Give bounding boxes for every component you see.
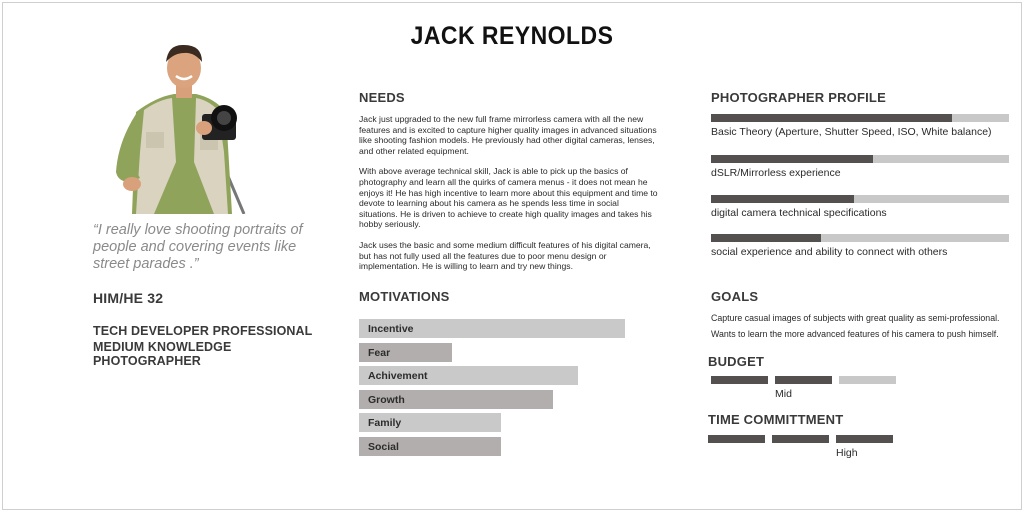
- needs-paragraph-3: Jack uses the basic and some medium difficult features of his digital camera, but has not fully used all the features due to poor menu design or implementation. He is willing to learn and try new things.: [359, 239, 651, 272]
- motivation-label: Family: [368, 417, 402, 429]
- profile-label: social experience and ability to connect with others: [711, 246, 948, 258]
- motivation-label: Incentive: [368, 323, 414, 335]
- goals-heading: GOALS: [711, 289, 759, 304]
- time-commitment-segment: [772, 435, 829, 443]
- motivations-heading: MOTIVATIONS: [359, 289, 450, 304]
- profile-bar-fill: [711, 195, 854, 203]
- persona-photo: [96, 42, 274, 214]
- role-line-2: MEDIUM KNOWLEDGE PHOTOGRAPHER: [93, 340, 232, 368]
- budget-label: Mid: [775, 388, 792, 400]
- profile-bar-track: [711, 114, 1009, 122]
- profile-label: dSLR/Mirrorless experience: [711, 167, 841, 179]
- profile-bar-fill: [711, 114, 952, 122]
- profile-label: digital camera technical specifications: [711, 207, 887, 219]
- persona-quote: “I really love shooting portraits of people and covering events like street parades .”: [93, 222, 303, 272]
- motivation-label: Achivement: [368, 370, 428, 382]
- profile-heading: PHOTOGRAPHER PROFILE: [711, 90, 886, 105]
- budget-heading: BUDGET: [708, 354, 765, 369]
- profile-bar-track: [711, 155, 1009, 163]
- motivation-bar-growth: [359, 390, 553, 409]
- time-commitment-segment: [836, 435, 893, 443]
- motivation-bar-incentive: [359, 319, 625, 338]
- pronoun-age: HIM/HE 32: [93, 290, 164, 306]
- budget-segment: [839, 376, 896, 384]
- budget-segment: [775, 376, 832, 384]
- budget-segment: [711, 376, 768, 384]
- profile-label: Basic Theory (Aperture, Shutter Speed, ISO, White balance): [711, 126, 992, 138]
- photographer-illustration: [96, 42, 274, 214]
- motivation-bar-family: [359, 413, 501, 432]
- motivation-label: Fear: [368, 346, 391, 359]
- motivation-label: Social: [368, 440, 399, 453]
- persona-name: JACK REYNOLDS: [410, 22, 614, 50]
- profile-bar-fill: [711, 155, 873, 163]
- profile-bar-track: [711, 234, 1009, 242]
- profile-bar-track: [711, 195, 1009, 203]
- role-line-1: TECH DEVELOPER PROFESSIONAL: [93, 324, 313, 338]
- needs-text: [359, 114, 659, 282]
- goal-line-2: Wants to learn the more advanced features of his camera to push himself.: [711, 329, 999, 339]
- motivation-bar-fear: [359, 343, 452, 362]
- motivation-bar-achivement: [359, 366, 578, 385]
- goal-line-1: Capture casual images of subjects with great quality as semi-professional.: [711, 313, 1000, 323]
- motivation-label: Growth: [368, 393, 405, 406]
- time-commitment-segment: [708, 435, 765, 443]
- needs-heading: NEEDS: [359, 90, 405, 105]
- needs-paragraph-1: Jack just upgraded to the new full frame mirrorless camera with all the new features and is excited to capture higher quality images in advanced situations like shooting fashion models. He previously had other digital cameras, lenses, and other related equipment.: [359, 114, 657, 156]
- profile-bar-fill: [711, 234, 821, 242]
- motivation-bar-social: [359, 437, 501, 456]
- time-commitment-heading: TIME COMMITTMENT: [708, 412, 844, 427]
- needs-paragraph-2: With above average technical skill, Jack is able to pick up the basics of photography and learn all the quirks of camera menus - it does not mean he enjoys it! He has high incentive to learn more about this equipment and time to devote to learning about his camera as he spends less time in social situations. He is driven to achieve to create high quality images and takes his hobby seriously.: [359, 166, 658, 230]
- time-commitment-label: High: [836, 447, 858, 459]
